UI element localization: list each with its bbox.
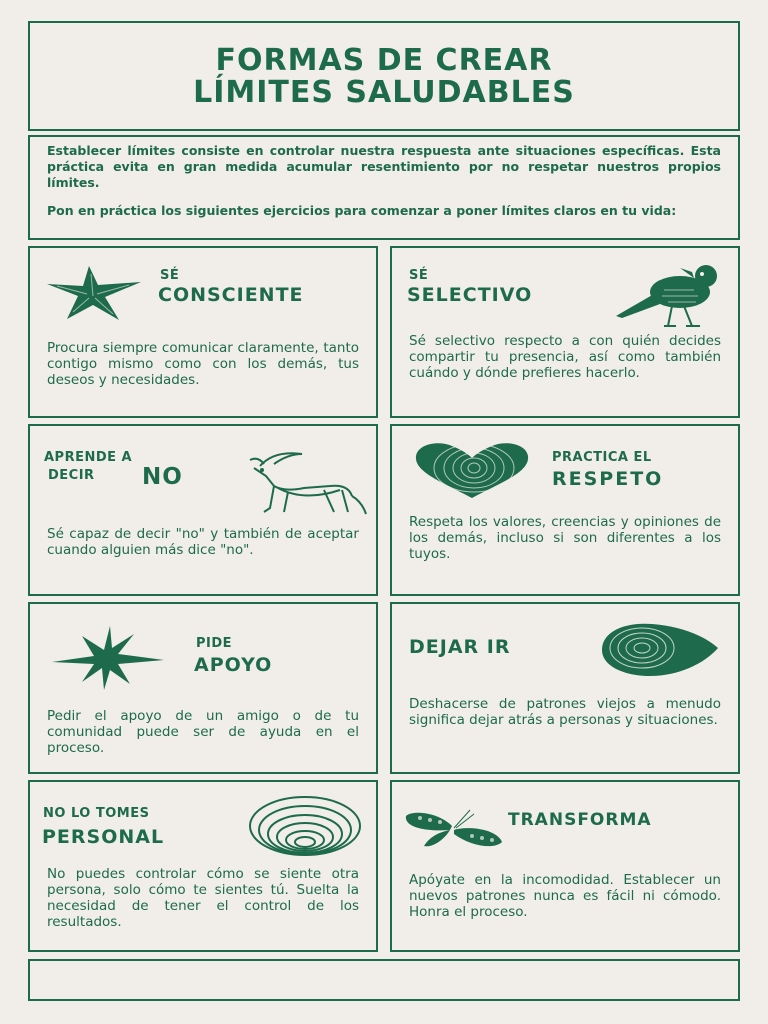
card-personal-title: PERSONAL [42, 826, 165, 848]
title-line-1: FORMAS DE CREAR [215, 43, 553, 78]
card-decir-no-title: NO [142, 464, 183, 490]
moth-icon [404, 806, 504, 850]
intro-paragraph-1: Establecer límites consiste en controlar nuestra respuesta ante situaciones específicas. Esta práctica evita en gran medida acumular resentimiento por no respetar nuestros propios límites. [47, 143, 721, 190]
card-decir-no [28, 424, 378, 596]
card-personal-title-small: NO LO TOMES [43, 806, 150, 821]
shell-icon [598, 620, 720, 678]
intro-box [28, 135, 740, 240]
title-box [28, 21, 740, 131]
card-dejar-ir-title: DEJAR IR [409, 636, 511, 658]
card-selectivo-body: Sé selectivo respecto a con quién decides compartir tu presencia, así como también cuándo y dónde prefieres hacerlo. [409, 333, 721, 381]
card-selectivo-title: SELECTIVO [407, 284, 533, 306]
card-apoyo-title: APOYO [194, 654, 273, 676]
bird-icon [614, 262, 726, 328]
card-respeto-title-small: PRACTICA EL [552, 450, 652, 465]
card-transforma-title: TRANSFORMA [508, 810, 652, 830]
card-decir-no-title-small-2: DECIR [48, 468, 95, 483]
goat-icon [244, 446, 370, 518]
card-selectivo-title-small: SÉ [409, 268, 429, 283]
card-respeto [390, 424, 740, 596]
starfish-icon [45, 264, 143, 322]
page-title [30, 45, 738, 109]
card-respeto-title: RESPETO [552, 468, 664, 490]
star-burst-icon [48, 624, 166, 692]
card-dejar-ir-body: Deshacerse de patrones viejos a menudo significa dejar atrás a personas y situaciones. [409, 696, 721, 728]
card-personal [28, 780, 378, 952]
card-dejar-ir [390, 602, 740, 774]
card-personal-body: No puedes controlar cómo se siente otra persona, solo cómo te sientes tú. Suelta la necesidad de tener el control de los resultados. [47, 866, 359, 930]
card-consciente-title: CONSCIENTE [158, 284, 304, 306]
card-apoyo [28, 602, 378, 774]
title-line-2: LÍMITES SALUDABLES [193, 75, 575, 110]
intro-paragraph-2: Pon en práctica los siguientes ejercicios para comenzar a poner límites claros en tu vida: [47, 203, 677, 218]
footer-box [28, 959, 740, 1001]
card-transforma [390, 780, 740, 952]
card-respeto-body: Respeta los valores, creencias y opiniones de los demás, incluso si son diferentes a los tuyos. [409, 514, 721, 562]
card-consciente [28, 246, 378, 418]
card-apoyo-body: Pedir el apoyo de un amigo o de tu comunidad puede ser de ayuda en el proceso. [47, 708, 359, 756]
card-transforma-body: Apóyate en la incomodidad. Establecer un nuevos patrones nunca es fácil ni cómodo. Honra el proceso. [409, 872, 721, 920]
card-consciente-title-small: SÉ [160, 268, 180, 283]
card-selectivo [390, 246, 740, 418]
fingerprint-heart-icon [412, 442, 532, 500]
card-decir-no-title-small-1: APRENDE A [44, 450, 133, 465]
concentric-rings-icon [248, 796, 362, 858]
card-consciente-body: Procura siempre comunicar claramente, tanto contigo mismo como con los demás, tus deseos y necesidades. [47, 340, 359, 388]
card-decir-no-body: Sé capaz de decir "no" y también de aceptar cuando alguien más dice "no". [47, 526, 359, 558]
card-apoyo-title-small: PIDE [196, 636, 233, 651]
